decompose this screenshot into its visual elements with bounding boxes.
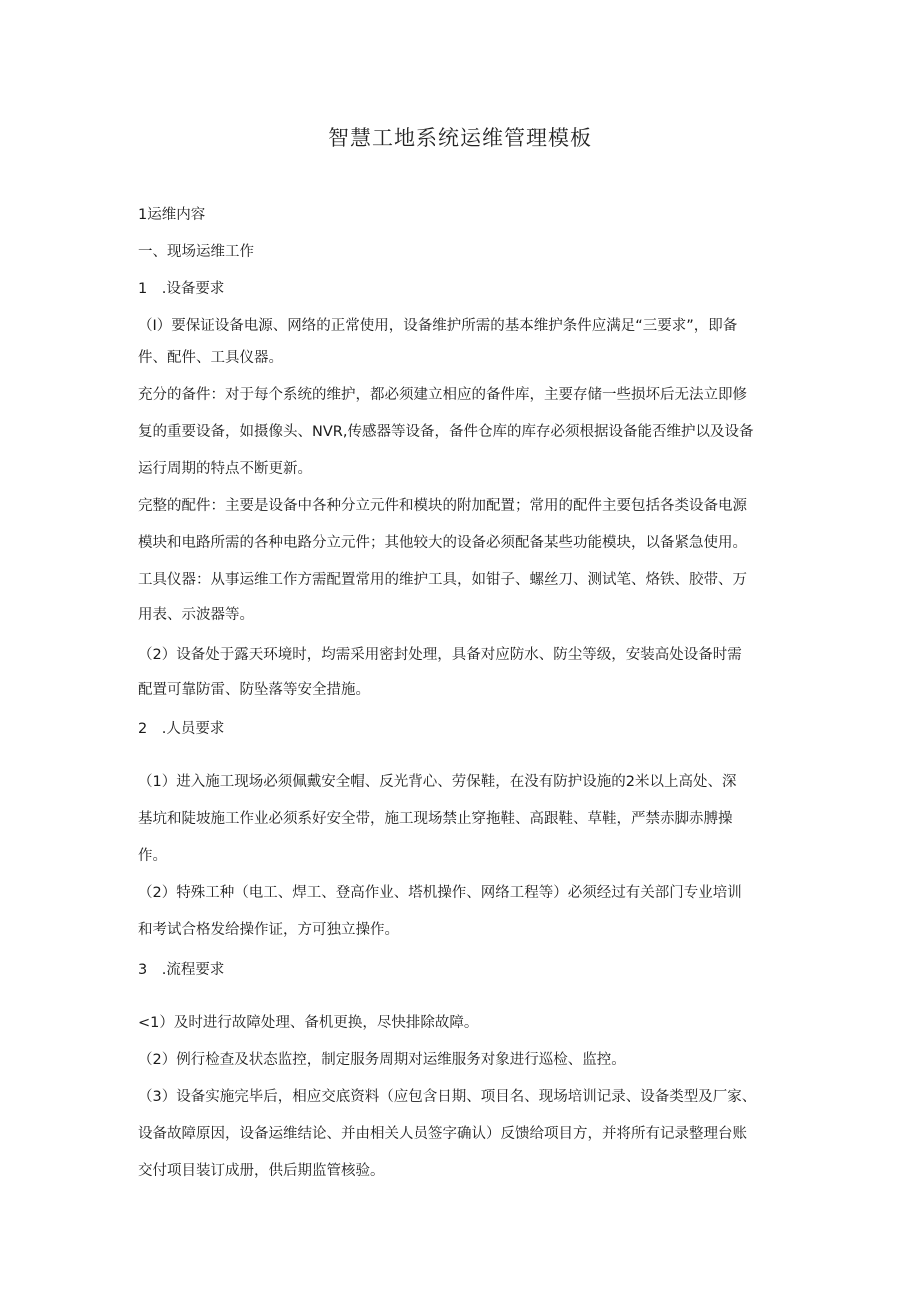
paragraph-line: 件、配件、工具仪器。 [138,350,283,366]
paragraph-line: <1）及时进行故障处理、备机更换，尽快排除故障。 [138,1015,479,1031]
paragraph-line: 充分的备件：对于每个系统的维护，都必须建立相应的备件库，主要存储一些损坏后无法立即修 [138,387,747,403]
section-heading: 1运维内容 [138,207,206,223]
item-heading: 1 .设备要求 [138,281,225,297]
paragraph-line: 作。 [138,848,167,864]
paragraph-line: （I）要保证设备电源、网络的正常使用，设备维护所需的基本维护条件应满足“三要求”，即备 [138,318,738,334]
paragraph-line: 完整的配件：主要是设备中各种分立元件和模块的附加配置；常用的配件主要包括各类设备电源 [138,498,747,514]
subsection-heading: 一、现场运维工作 [138,244,254,260]
paragraph-line: 交付项目装订成册，供后期监管核验。 [138,1163,385,1179]
paragraph-line: （1）进入施工现场必须佩戴安全帽、反光背心、劳保鞋，在没有防护设施的2米以上高处、深 [138,774,737,790]
paragraph-line: （2）设备处于露天环境时，均需采用密封处理，具备对应防水、防尘等级，安装高处设备时需 [138,647,742,663]
paragraph-line: 模块和电路所需的各种电路分立元件；其他较大的设备必须配备某些功能模块，以备紧急使用。 [138,535,747,551]
item-heading: 2 .人员要求 [138,721,225,737]
paragraph-line: 配置可靠防雷、防坠落等安全措施。 [138,682,370,698]
paragraph-line: 运行周期的特点不断更新。 [138,461,312,477]
paragraph-line: （2）特殊工种（电工、焊工、登高作业、塔机操作、网络工程等）必须经过有关部门专业培训 [138,885,742,901]
paragraph-line: 工具仪器：从事运维工作方需配置常用的维护工具，如钳子、螺丝刀、测试笔、烙铁、胶带、万 [138,572,747,588]
paragraph-line: 复的重要设备，如摄像头、NVR,传感器等设备，备件仓库的库存必须根据设备能否维护以及设备 [138,424,754,440]
paragraph-line: （3）设备实施完毕后，相应交底资料（应包含日期、项目名、现场培训记录、设备类型及厂家、 [138,1089,757,1105]
paragraph-line: 和考试合格发给操作证，方可独立操作。 [138,922,399,938]
paragraph-line: 用表、示波器等。 [138,607,254,623]
document-title: 智慧工地系统运维管理模板 [328,126,592,150]
paragraph-line: 基坑和陡坡施工作业必须系好安全带，施工现场禁止穿拖鞋、高跟鞋、草鞋，严禁赤脚赤膊操 [138,811,733,827]
paragraph-line: 设备故障原因，设备运维结论、并由相关人员签字确认）反馈给项目方，并将所有记录整理台账 [138,1126,747,1142]
paragraph-line: （2）例行检查及状态监控，制定服务周期对运维服务对象进行巡检、监控。 [138,1052,626,1068]
item-heading: 3 .流程要求 [138,962,225,978]
